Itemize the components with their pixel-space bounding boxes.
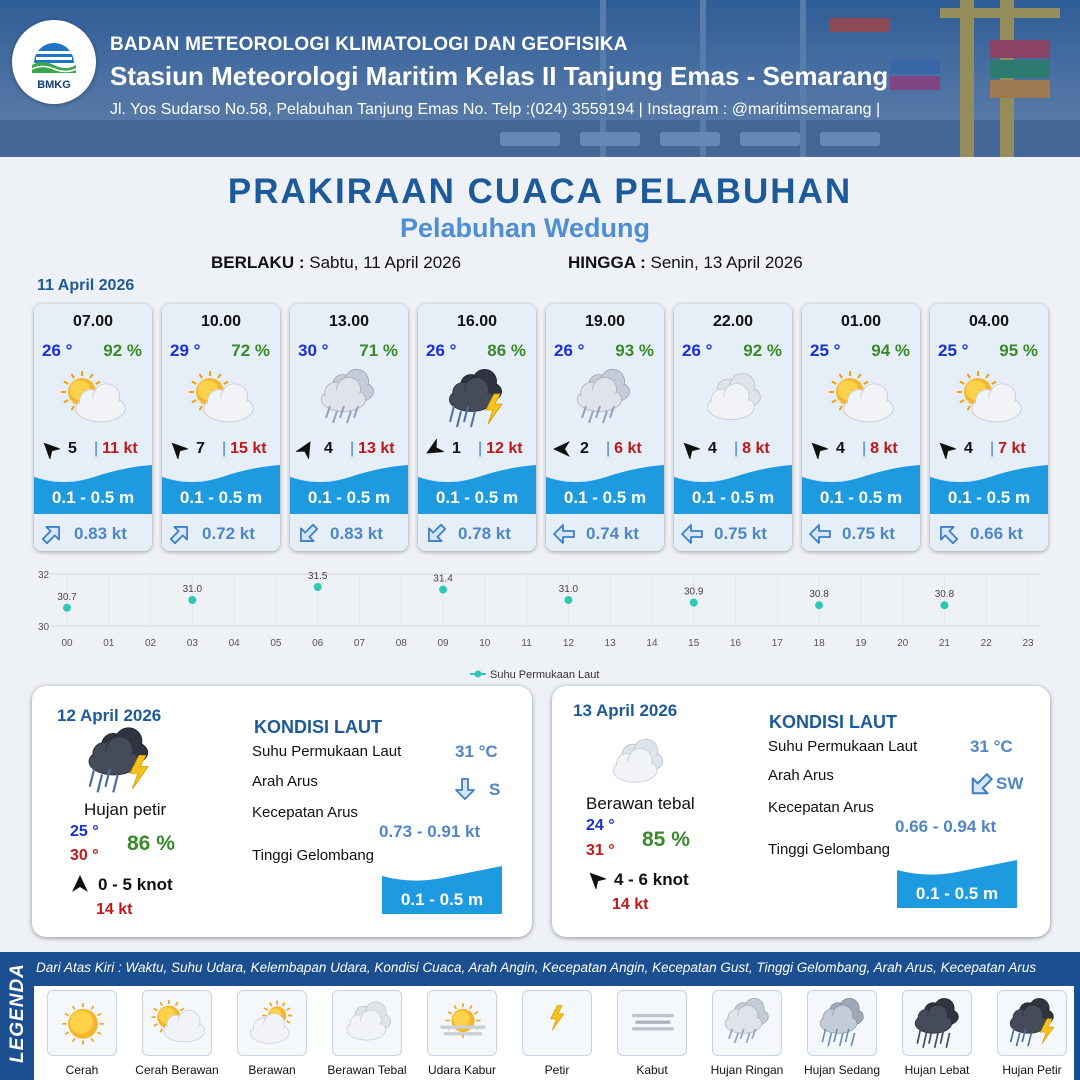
data-point: [690, 599, 698, 607]
current-row: [802, 515, 920, 551]
legend-item-label: Cerah: [65, 1063, 99, 1077]
day3-date: 13 April 2026: [573, 701, 678, 720]
org-name: BADAN METEOROLOGI KLIMATOLOGI DAN GEOFISIKA: [110, 34, 628, 55]
day3-humidity: 85 %: [642, 828, 690, 851]
legend-item: [988, 990, 1078, 1080]
forecast-time: 07.00: [72, 313, 114, 330]
forecast-time: 22.00: [712, 313, 754, 330]
day3-temp-min: 24 °: [586, 817, 615, 834]
hujan-petir-icon: [442, 366, 512, 434]
x-tick-label: 09: [437, 638, 449, 649]
berawan-tebal-icon: [698, 366, 768, 434]
x-tick-label: 01: [103, 638, 115, 649]
current-direction-icon: [453, 777, 477, 801]
wind-direction-icon: [586, 869, 606, 889]
forecast-humidity: 94 %: [871, 341, 910, 360]
day2-sea-title: KONDISI LAUT: [254, 717, 382, 737]
legend-item: [513, 990, 603, 1080]
valid-to: [568, 253, 803, 273]
legend-item-label: Berawan Tebal: [327, 1063, 407, 1077]
current-direction-icon: [552, 522, 576, 546]
day2-current-dir: S: [489, 780, 501, 799]
day2-condition: Hujan petir: [84, 800, 167, 819]
data-label: 30.8: [809, 589, 829, 601]
valid-from-value: Sabtu, 11 April 2026: [309, 253, 462, 272]
wind-direction-icon: [70, 874, 90, 894]
legend-item: [798, 990, 888, 1080]
gust-value: 15 kt: [230, 440, 267, 457]
thunderstorm-icon: [80, 724, 160, 796]
current-direction-icon: [936, 522, 960, 546]
station-address: Jl. Yos Sudarso No.58, Pelabuhan Tanjung Emas No. Telp :(024) 3559194 | Instagram : @maritimsemarang |: [110, 101, 881, 118]
day2-gust: 14 kt: [96, 901, 133, 918]
wind-row: [930, 438, 1048, 460]
data-label: 30.7: [57, 591, 77, 603]
gust-value: 8 kt: [742, 440, 770, 457]
day3-gust: 14 kt: [612, 896, 649, 913]
day2-wave: 0.1 - 0.5 m: [400, 890, 484, 909]
current-speed: 0.72 kt: [202, 524, 255, 543]
wind-row: [546, 438, 664, 460]
current-direction-icon: [680, 522, 704, 546]
forecast-time: 16.00: [456, 313, 498, 330]
forecast-card: [418, 304, 536, 551]
legend-item: [133, 990, 223, 1080]
berawan-tebal-icon: [332, 990, 402, 1056]
forecast-humidity: 72 %: [231, 341, 270, 360]
x-tick-label: 17: [771, 638, 783, 649]
legend-item: [608, 990, 698, 1080]
day2-humidity: 86 %: [127, 832, 175, 855]
petir-icon: [522, 990, 592, 1056]
current-row: [162, 515, 280, 551]
wind-row: [290, 438, 408, 460]
udara-kabur-icon: [427, 990, 497, 1056]
day2-temp-max: 30 °: [70, 847, 99, 864]
legend-item-label: Berawan: [248, 1063, 296, 1077]
y-tick-label: 30: [38, 622, 50, 633]
wind-speed: 7: [196, 440, 205, 457]
wave-height: 0.1 - 0.5 m: [819, 488, 903, 507]
day3-sst: 31 °C: [970, 737, 1013, 756]
x-tick-label: 05: [270, 638, 282, 649]
current-speed: 0.83 kt: [330, 524, 383, 543]
current-row: [930, 515, 1048, 551]
hujan-lebat-icon: [902, 990, 972, 1056]
wind-speed: 2: [580, 440, 589, 457]
forecast-time: 10.00: [200, 313, 242, 330]
wind-direction-icon: [296, 439, 316, 459]
wave-height: 0.1 - 0.5 m: [691, 488, 775, 507]
forecast-time: 01.00: [840, 313, 882, 330]
legend-item: [893, 990, 983, 1080]
x-tick-label: 00: [61, 638, 73, 649]
wind-row: [162, 438, 280, 460]
day2-sst-label: Suhu Permukaan Laut: [252, 743, 402, 760]
day2-panel: [32, 686, 532, 937]
data-point: [188, 596, 196, 604]
wind-speed: 4: [708, 440, 717, 457]
y-tick-label: 32: [38, 570, 50, 581]
legend-item: [418, 990, 508, 1080]
cerah-berawan-icon: [186, 366, 256, 434]
forecast-humidity: 93 %: [615, 341, 654, 360]
current-row: [418, 515, 536, 551]
gust-speed: | 6 kt: [606, 440, 642, 457]
gust-value: 11 kt: [102, 440, 138, 457]
x-tick-label: 20: [897, 638, 909, 649]
wind-speed: 4: [836, 440, 845, 457]
forecast-humidity: 95 %: [999, 341, 1038, 360]
data-label: 31.0: [558, 584, 579, 595]
x-tick-label: 15: [688, 638, 700, 649]
forecast-temp: 30 °: [298, 341, 329, 360]
forecast-temp: 25 °: [810, 341, 841, 360]
data-point: [314, 583, 322, 591]
x-tick-label: 03: [186, 638, 198, 649]
wind-row: [802, 438, 920, 460]
gust-speed: | 15 kt: [222, 440, 267, 457]
x-tick-label: 19: [855, 638, 867, 649]
x-tick-label: 02: [145, 638, 157, 649]
hujan-ringan-icon: [570, 366, 640, 434]
gust-speed: | 12 kt: [478, 440, 523, 457]
x-tick-label: 04: [228, 638, 240, 649]
legend-item: [38, 990, 128, 1080]
forecast-time: 04.00: [968, 313, 1010, 330]
x-tick-label: 10: [479, 638, 491, 649]
cerah-berawan-icon: [142, 990, 212, 1056]
day3-sst-label: Suhu Permukaan Laut: [768, 738, 918, 755]
data-label: 30.8: [934, 589, 955, 601]
current-direction-icon: [967, 771, 995, 799]
legend-item-label: Udara Kabur: [427, 1063, 497, 1077]
data-label: 30.9: [684, 586, 704, 598]
valid-from-label: BERLAKU :: [211, 253, 305, 272]
current-direction-icon: [424, 522, 448, 546]
gust-speed: | 8 kt: [734, 440, 770, 457]
current-speed: 0.75 kt: [842, 524, 895, 543]
day3-current-speed-label: Kecepatan Arus: [768, 799, 874, 816]
x-tick-label: 16: [729, 638, 742, 649]
x-tick-label: 14: [646, 638, 658, 649]
hujan-sedang-icon: [807, 990, 877, 1056]
forecast-card: [802, 304, 920, 551]
forecast-temp: 25 °: [938, 341, 969, 360]
forecast-temp: 26 °: [554, 341, 585, 360]
current-speed: 0.74 kt: [586, 524, 639, 543]
day3-current-dir-label: Arah Arus: [768, 767, 834, 784]
day2-current-speed-label: Kecepatan Arus: [252, 804, 358, 821]
cloud-icon: [604, 732, 674, 790]
wind-row: [418, 438, 536, 460]
legend-item-label: Cerah Berawan: [135, 1063, 219, 1077]
day3-wave-label: Tinggi Gelombang: [768, 841, 891, 858]
wind-direction-icon: [680, 439, 700, 459]
hujan-ringan-icon: [314, 366, 384, 434]
station-name: Stasiun Meteorologi Maritim Kelas II Tanjung Emas - Semarang: [110, 61, 889, 91]
cerah-icon: [47, 990, 117, 1056]
x-tick-label: 21: [938, 638, 950, 649]
x-tick-label: 07: [353, 638, 366, 649]
valid-from: [211, 253, 461, 273]
cerah-berawan-icon: [954, 366, 1024, 434]
legend-item-label: Hujan Sedang: [803, 1063, 881, 1077]
gust-speed: | 7 kt: [990, 440, 1026, 457]
current-direction-icon: [40, 522, 64, 546]
forecast-card: [930, 304, 1048, 551]
day3-panel: [552, 686, 1050, 937]
day1-date: 11 April 2026: [37, 277, 135, 294]
gust-value: 13 kt: [358, 440, 395, 457]
day3-wind: 4 - 6 knot: [614, 870, 689, 889]
wind-direction-icon: [40, 439, 60, 459]
legend: [0, 952, 1080, 1080]
gust-value: 7 kt: [998, 440, 1026, 457]
current-speed: 0.75 kt: [714, 524, 767, 543]
wind-direction-icon: [552, 439, 572, 459]
gust-speed: | 13 kt: [350, 440, 395, 457]
hujan-petir-icon: [997, 990, 1067, 1056]
forecast-temp: 29 °: [170, 341, 201, 360]
current-speed: 0.78 kt: [458, 524, 511, 543]
forecast-card: [34, 304, 152, 551]
wind-row: [674, 438, 792, 460]
legend-description: Dari Atas Kiri : Waktu, Suhu Udara, Kelembapan Udara, Kondisi Cuaca, Arah Angin, Kecepatan Angin, Kecepatan Gust, Tinggi Gelombang, Arah Arus, Kecepatan Arus: [36, 960, 1037, 975]
x-tick-label: 23: [1022, 638, 1034, 649]
wind-direction-icon: [936, 439, 956, 459]
legend-item: [323, 990, 413, 1080]
forecast-card: [546, 304, 664, 551]
x-tick-label: 18: [813, 638, 825, 649]
wind-speed: 4: [964, 440, 973, 457]
forecast-humidity: 86 %: [487, 341, 526, 360]
legend-item: [228, 990, 318, 1080]
day3-current-speed: 0.66 - 0.94 kt: [895, 817, 997, 836]
wind-direction-icon: [168, 439, 188, 459]
gust-value: 6 kt: [614, 440, 642, 457]
current-direction-icon: [808, 522, 832, 546]
current-speed: 0.66 kt: [970, 524, 1023, 543]
x-tick-label: 08: [395, 638, 407, 649]
sst-chart: [30, 566, 1050, 686]
forecast-time: 19.00: [584, 313, 626, 330]
current-row: [546, 515, 664, 551]
day2-temp-min: 25 °: [70, 823, 99, 840]
legend-item: [703, 990, 793, 1080]
cerah-berawan-icon: [826, 366, 896, 434]
berawan-icon: [237, 990, 307, 1056]
forecast-card: [674, 304, 792, 551]
current-direction-icon: [296, 522, 320, 546]
bmkg-emblem-icon: [28, 33, 80, 77]
logo-text: BMKG: [37, 79, 71, 91]
wind-speed: 1: [452, 440, 461, 457]
valid-to-value: Senin, 13 April 2026: [650, 253, 803, 272]
data-point: [63, 604, 71, 612]
day2-wave-label: Tinggi Gelombang: [252, 847, 375, 864]
gust-value: 12 kt: [486, 440, 523, 457]
wave-height: 0.1 - 0.5 m: [307, 488, 391, 507]
x-tick-label: 06: [312, 638, 324, 649]
forecast-humidity: 92 %: [103, 341, 142, 360]
bmkg-logo: [12, 20, 96, 104]
wind-direction-icon: [424, 439, 444, 459]
forecast-temp: 26 °: [42, 341, 73, 360]
forecast-temp: 26 °: [426, 341, 457, 360]
forecast-humidity: 92 %: [743, 341, 782, 360]
current-row: [34, 515, 152, 551]
port-name: Pelabuhan Wedung: [399, 213, 650, 243]
wind-speed: 5: [68, 440, 77, 457]
legend-item-label: Hujan Ringan: [710, 1063, 784, 1077]
page-title: PRAKIRAAN CUACA PELABUHAN: [227, 172, 853, 211]
forecast-card: [162, 304, 280, 551]
day2-date: 12 April 2026: [57, 706, 162, 725]
legend-item-label: Kabut: [636, 1063, 668, 1077]
current-direction-icon: [168, 522, 192, 546]
data-point: [940, 601, 948, 609]
gust-speed: | 8 kt: [862, 440, 898, 457]
gust-value: 8 kt: [870, 440, 898, 457]
legend-item-label: Hujan Petir: [1002, 1063, 1062, 1077]
wave-height: 0.1 - 0.5 m: [947, 488, 1031, 507]
wind-row: [34, 438, 152, 460]
day2-wind: 0 - 5 knot: [98, 875, 173, 894]
forecast-temp: 26 °: [682, 341, 713, 360]
day3-current-dir: SW: [996, 774, 1024, 793]
data-label: 31.4: [433, 573, 453, 585]
data-point: [439, 586, 447, 594]
forecast-time: 13.00: [328, 313, 370, 330]
day2-sst: 31 °C: [455, 742, 498, 761]
current-row: [674, 515, 792, 551]
day3-temp-max: 31 °: [586, 842, 615, 859]
day3-sea-title: KONDISI LAUT: [769, 712, 897, 732]
gust-speed: | 11 kt: [94, 440, 138, 457]
x-tick-label: 22: [980, 638, 992, 649]
data-label: 31.0: [182, 584, 203, 595]
wind-speed: 4: [324, 440, 333, 457]
wind-direction-icon: [808, 439, 828, 459]
legend-marker: [475, 671, 482, 678]
legend-items: [34, 986, 1074, 1080]
legend-item-label: Petir: [544, 1063, 570, 1077]
data-point: [564, 596, 572, 604]
hujan-ringan-icon: [712, 990, 782, 1056]
day2-current-speed: 0.73 - 0.91 kt: [379, 822, 481, 841]
wave-height: 0.1 - 0.5 m: [179, 488, 263, 507]
day2-current-dir-label: Arah Arus: [252, 773, 318, 790]
header-banner: [0, 0, 1080, 157]
day3-condition: Berawan tebal: [586, 794, 695, 813]
cerah-berawan-icon: [58, 366, 128, 434]
valid-to-label: HINGGA :: [568, 253, 646, 272]
kabut-icon: [617, 990, 687, 1056]
legend-item-label: Hujan Lebat: [904, 1063, 970, 1077]
current-speed: 0.83 kt: [74, 524, 127, 543]
x-tick-label: 12: [562, 638, 574, 649]
data-label: 31.5: [307, 571, 328, 582]
wave-height: 0.1 - 0.5 m: [563, 488, 647, 507]
legend-label: Suhu Permukaan Laut: [490, 669, 600, 681]
legend-title: LEGENDA: [7, 963, 28, 1063]
forecast-card: [290, 304, 408, 551]
current-row: [290, 515, 408, 551]
day3-wave: 0.1 - 0.5 m: [915, 884, 999, 903]
wave-height: 0.1 - 0.5 m: [51, 488, 135, 507]
forecast-humidity: 71 %: [359, 341, 398, 360]
wave-height: 0.1 - 0.5 m: [435, 488, 519, 507]
x-tick-label: 11: [521, 638, 532, 649]
x-tick-label: 13: [604, 638, 616, 649]
data-point: [815, 601, 823, 609]
